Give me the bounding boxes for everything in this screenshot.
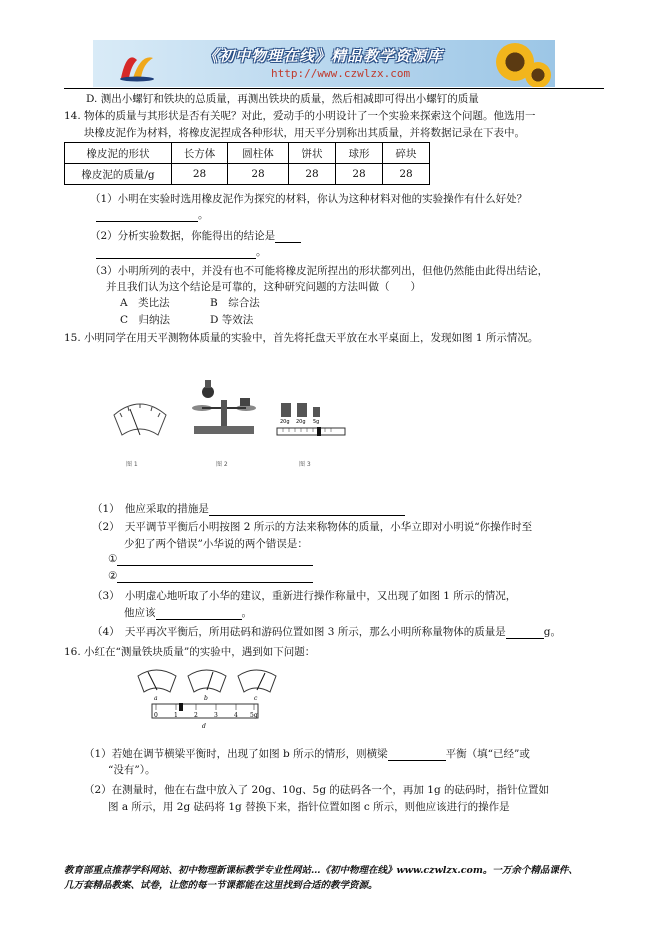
q14-sub2-blank[interactable] bbox=[275, 230, 301, 243]
q15-sub2-error1 bbox=[108, 553, 313, 566]
q14-intro-line2: 块橡皮泥作为材料，将橡皮泥捏成各种形状，用天平分别称出其质量，并将数据记录在下表中。 bbox=[84, 127, 525, 139]
q14-sub1-answer[interactable] bbox=[96, 207, 209, 222]
table-header: 碎块 bbox=[383, 143, 430, 164]
q14-option-c[interactable]: C 归纳法 bbox=[120, 314, 171, 326]
banner-url[interactable]: http://www.czwlzx.com bbox=[271, 67, 411, 80]
q14-sub3-line1: （3）小明所列的表中，并没有也不可能将橡皮泥所捏出的形状都列出，但他仍然能由此得出结论， bbox=[90, 265, 549, 277]
q14-data-table bbox=[64, 142, 430, 185]
ruler-tick-label: 4 bbox=[234, 712, 238, 719]
q15-sub2-line2: 少犯了两个错误”小华说的两个错误是： bbox=[124, 538, 308, 550]
q14-sub1: （1）小明在实验时选用橡皮泥作为探究的材料，你认为这种材料对他的实验操作有什么好处？ bbox=[90, 193, 528, 205]
q14-intro-line1: 14. 物体的质量与其形状是否有关呢？对此，爱动手的小明设计了一个实验来探索这个问题。他选用一 bbox=[64, 110, 536, 122]
q15-sub2-line1: （2） 天平调节平衡后小明按图 2 所示的方法来称物体的质量，小华立即对小明说“你操作时至 bbox=[92, 521, 533, 533]
circle-2-marker: ② bbox=[108, 570, 118, 582]
banner-title: 《初中物理在线》精品教学资源库 bbox=[203, 47, 444, 65]
site-logo-icon bbox=[117, 46, 157, 82]
q14-option-d[interactable]: D 等效法 bbox=[210, 314, 254, 326]
q15-sub2-error2 bbox=[108, 570, 313, 583]
figure-2-balance-icon bbox=[188, 378, 260, 440]
circle-1-marker: ① bbox=[108, 553, 118, 565]
q15-sub3-period: 。 bbox=[241, 607, 252, 619]
q16-sub2-line1: （2）在测量时，他在右盘中放入了 20g、10g、5g 的砝码各一个，再加 1g 的砝码时，指针位置如 bbox=[84, 784, 549, 796]
q15-sub4-unit: g。 bbox=[543, 626, 562, 638]
table-cell: 28 bbox=[336, 164, 383, 185]
sunflower-icon bbox=[525, 62, 551, 87]
header-banner bbox=[93, 40, 555, 87]
figure-1-label: 图 1 bbox=[126, 461, 138, 468]
table-header: 饼状 bbox=[289, 143, 336, 164]
q14-sub2-text: （2）分析实验数据，你能得出的结论是 bbox=[90, 230, 276, 242]
ruler-tick-label: 2 bbox=[194, 712, 198, 719]
q15-sub3-text: 他应该 bbox=[124, 607, 156, 619]
q14-sub3-line2: 并且我们认为这个结论是可靠的，这种研究问题的方法叫做（ ） bbox=[106, 281, 421, 293]
figure-label-b: b bbox=[204, 695, 208, 702]
q15-error2-blank[interactable] bbox=[117, 570, 313, 583]
table-cell: 28 bbox=[383, 164, 430, 185]
q14-option-a[interactable]: A 类比法 bbox=[120, 297, 170, 309]
figure-label-a: a bbox=[154, 695, 158, 702]
figure-label-c: c bbox=[254, 695, 258, 702]
q14-sub1-period: 。 bbox=[198, 209, 209, 221]
header-rule bbox=[64, 88, 604, 89]
q15-sub3-line1: （3） 小明虚心地听取了小华的建议，重新进行操作称量中，又出现了如图 1 所示的情况， bbox=[92, 590, 517, 602]
footer-line2: 几万套精品教案、试卷，让您的每一节课都能在这里找到合适的教学资源。 bbox=[64, 880, 378, 891]
footer-line1: 教育部重点推荐学科网站、初中物理新课标教学专业性网站…《初中物理在线》www.czwlzx.com。一万余个精品课件、 bbox=[64, 865, 578, 876]
q16-sub1-text: （1）若她在调节横梁平衡时，出现了如图 b 所示的情形，则横梁 bbox=[84, 748, 388, 760]
table-header: 球形 bbox=[336, 143, 383, 164]
figure-q16-dials-ruler bbox=[134, 664, 284, 734]
ruler-tick-label: 1 bbox=[174, 712, 178, 719]
q15-sub4-blank[interactable] bbox=[506, 626, 544, 639]
q15-sub1-blank[interactable] bbox=[209, 503, 405, 516]
q16-sub1-line1 bbox=[84, 746, 530, 761]
weight-label: 20g bbox=[296, 419, 306, 425]
q15-sub1-text: （1） 他应采取的措施是 bbox=[92, 503, 209, 515]
q16-intro: 16. 小红在“测量铁块质量”的实验中，遇到如下问题： bbox=[64, 646, 316, 658]
table-header-row bbox=[65, 143, 430, 164]
table-row-label: 橡皮泥的质量/g bbox=[65, 164, 172, 185]
ruler-tick-label: 3 bbox=[214, 712, 218, 719]
q14-sub2 bbox=[90, 228, 301, 243]
table-row bbox=[65, 164, 430, 185]
weight-label: 20g bbox=[280, 419, 290, 425]
q15-sub3-blank[interactable] bbox=[156, 607, 242, 620]
figure-3-label: 图 3 bbox=[299, 461, 311, 468]
q14-sub2-period: 。 bbox=[256, 246, 267, 258]
figure-3-weights-ruler bbox=[275, 395, 347, 440]
q14-sub2-answer[interactable] bbox=[96, 244, 267, 259]
q15-sub4-text: （4） 天平再次平衡后，所用砝码和游码位置如图 3 所示，那么小明所称量物体的质量是 bbox=[92, 626, 506, 638]
weight-label: 5g bbox=[313, 419, 320, 425]
q16-sub1-blank[interactable] bbox=[388, 748, 446, 761]
q15-error1-blank[interactable] bbox=[117, 553, 313, 566]
figure-label-d: d bbox=[202, 723, 206, 730]
figure-1-scale-dial bbox=[110, 395, 170, 440]
table-cell: 28 bbox=[289, 164, 336, 185]
table-cell: 28 bbox=[172, 164, 228, 185]
table-header: 圆柱体 bbox=[228, 143, 289, 164]
table-header: 橡皮泥的形状 bbox=[65, 143, 172, 164]
ruler-tick-label: 5g bbox=[250, 712, 258, 719]
q15-sub1 bbox=[92, 501, 405, 516]
q16-sub2-line2: 图 a 所示，用 2g 砝码将 1g 替换下来，指针位置如图 c 所示，则他应该进行的操作是 bbox=[108, 801, 510, 813]
q13-option-d: D. 测出小螺钉和铁块的总质量，再测出铁块的质量，然后相减即可得出小螺钉的质量 bbox=[86, 93, 479, 105]
q16-sub1-line2: “没有”）。 bbox=[108, 764, 156, 776]
figure-2-label: 图 2 bbox=[216, 461, 228, 468]
ruler-tick-label: 0 bbox=[154, 712, 158, 719]
q14-option-b[interactable]: B 综合法 bbox=[210, 297, 260, 309]
table-header: 长方体 bbox=[172, 143, 228, 164]
q16-sub1-tail: 平衡（填“已经”或 bbox=[445, 748, 530, 760]
table-cell: 28 bbox=[228, 164, 289, 185]
q15-sub3-line2 bbox=[124, 605, 252, 620]
q15-intro: 15. 小明同学在用天平测物体质量的实验中，首先将托盘天平放在水平桌面上，发现如图 1 所示情况。 bbox=[64, 332, 539, 344]
q15-sub4 bbox=[92, 624, 561, 639]
